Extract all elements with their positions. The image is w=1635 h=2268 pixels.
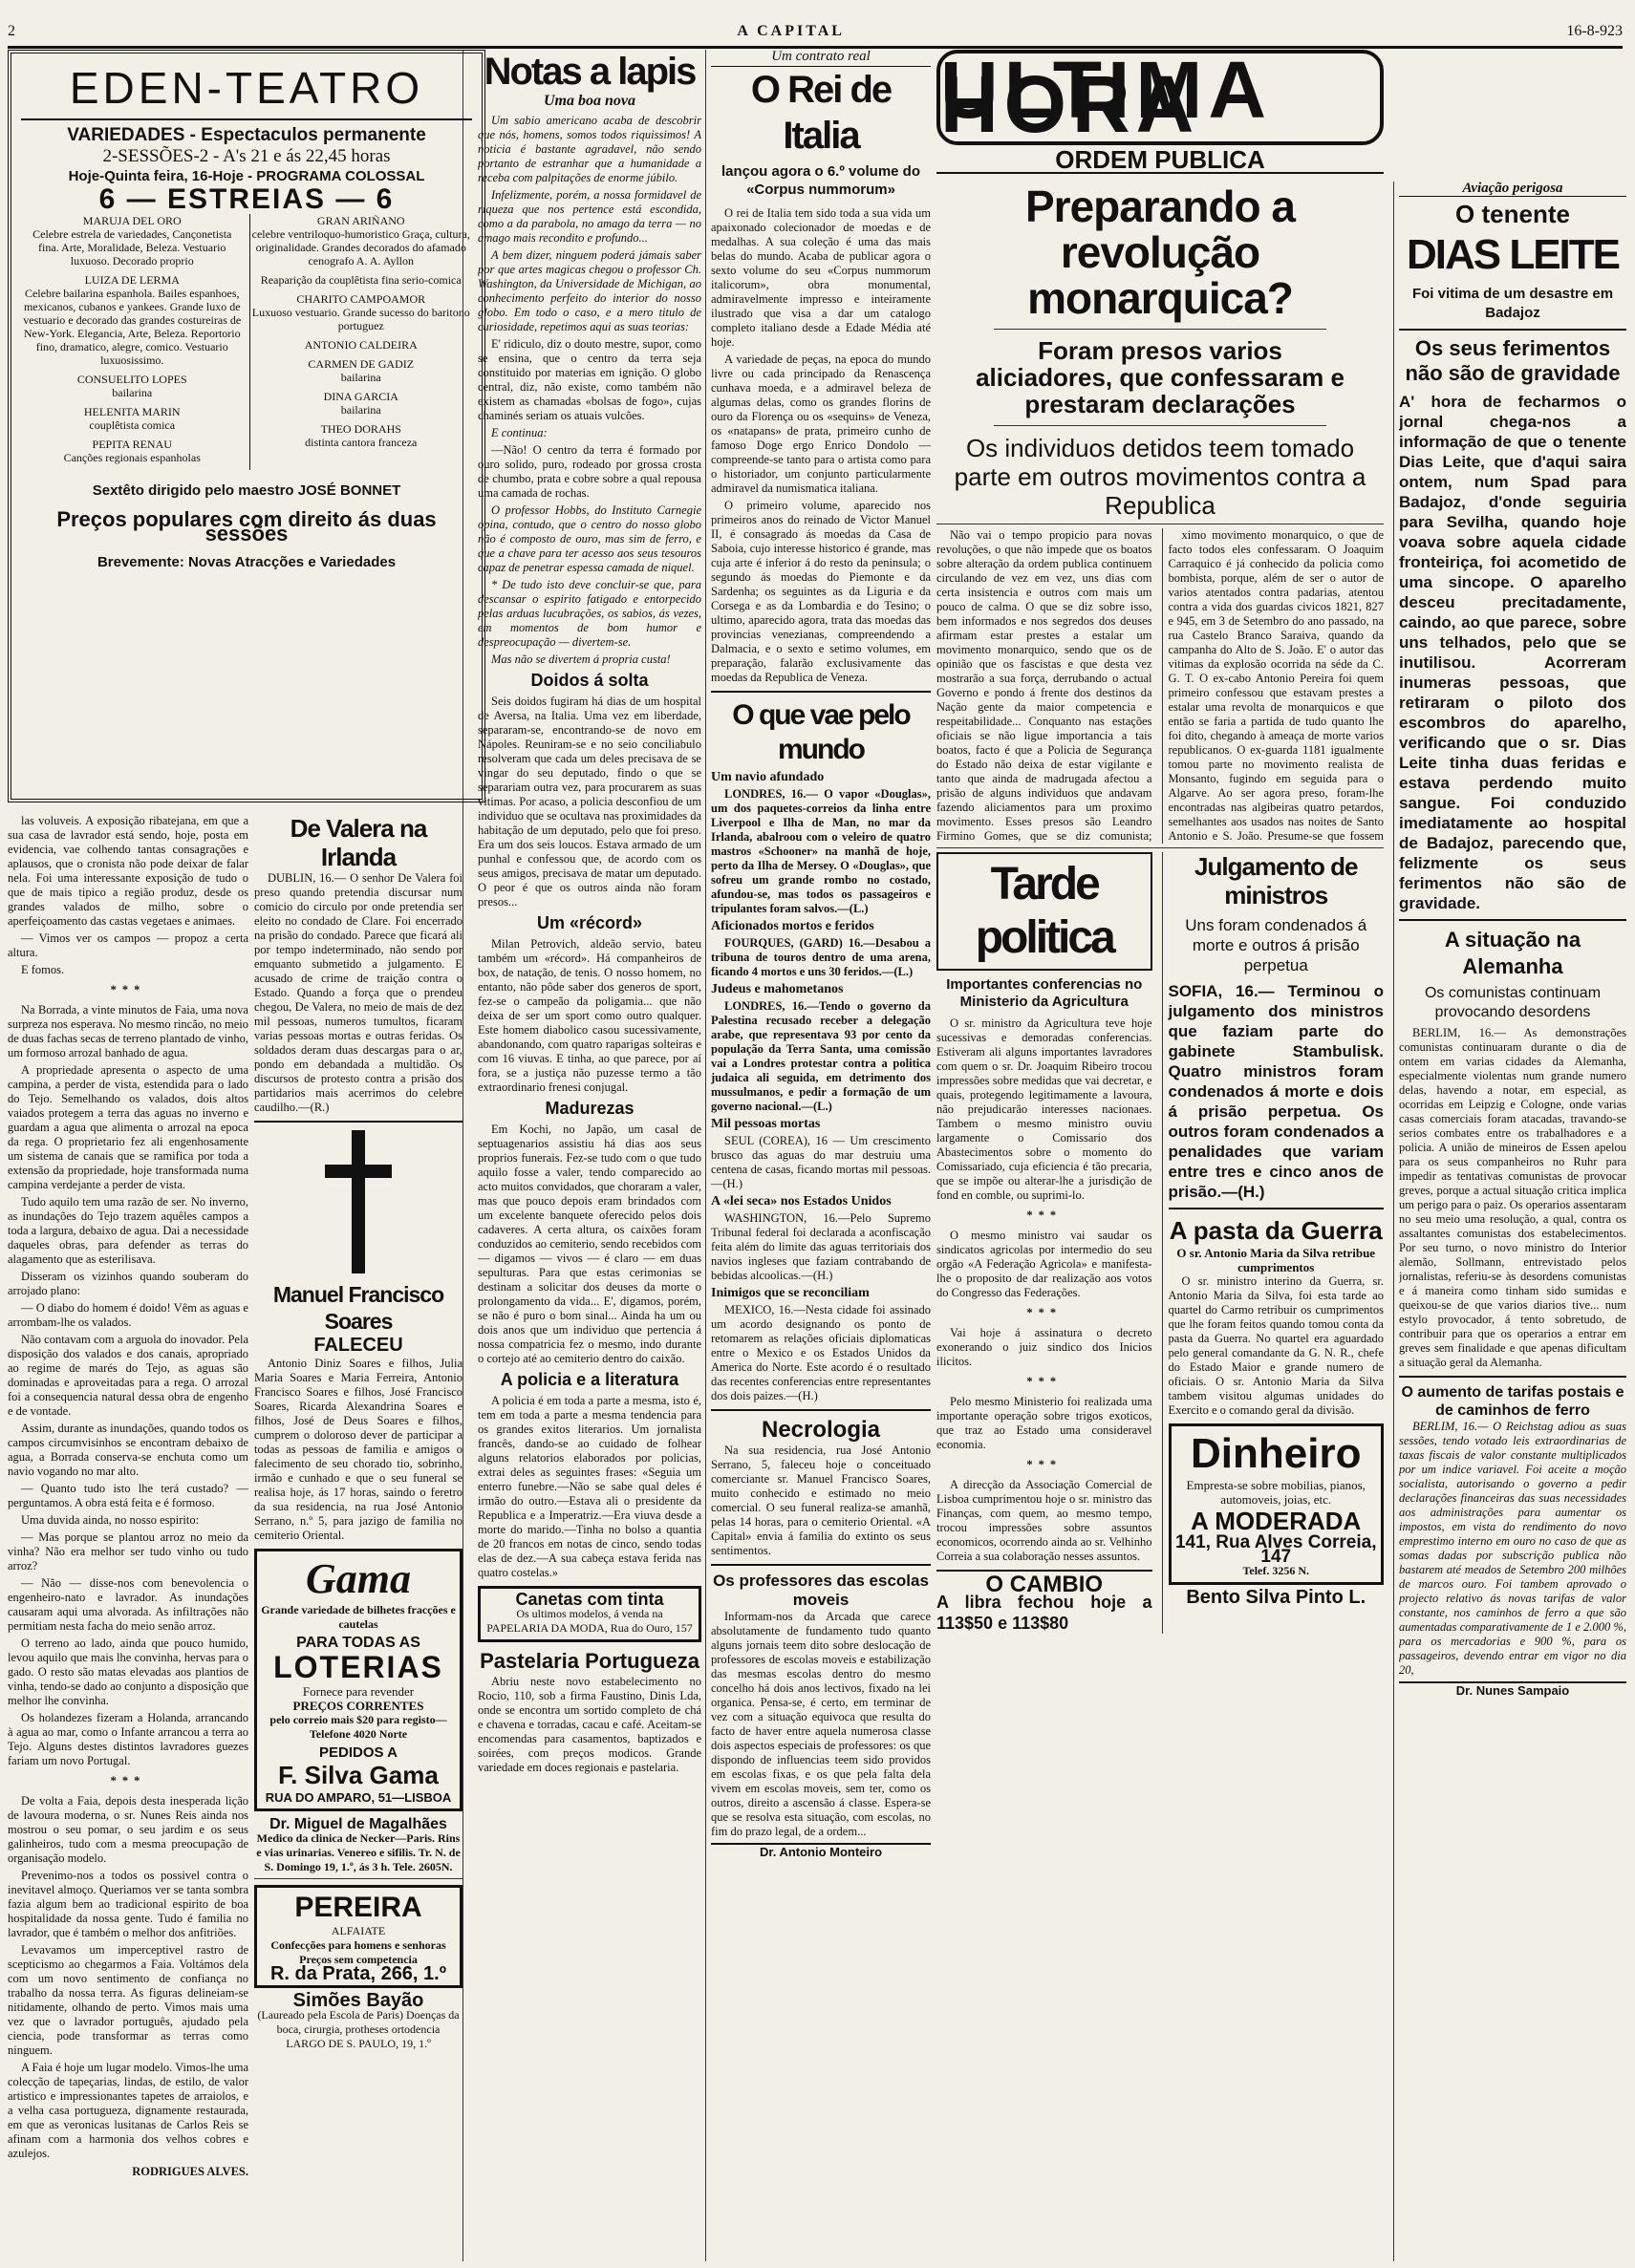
eden-theatre-ad [8, 50, 485, 824]
pereira-tailor-ad [254, 1885, 463, 1988]
paragraph: Infelizmente, porém, a nossa formidavel de riqueza que nos pertence está escondida, como a da parabola, no amago da terra — no amago mais recondito e profundo... [478, 188, 701, 245]
gama-brand: Gama [306, 1555, 411, 1602]
alemanha-subhead: Os comunistas continuam provocando desordens [1424, 985, 1602, 1020]
ordem-publica-label: ORDEM PUBLICA [936, 153, 1384, 174]
tarde-headline: Tarde politica [936, 852, 1152, 971]
paragraph: FOURQUES, (GARD) 16.—Desabou a tribuna de touros dentro de uma arena, ficando 4 mortos e uns 30 feridos.—(L.) [711, 936, 931, 978]
paragraph: Antonio Diniz Soares e filhos, Julia Maria Soares e Maria Ferreira, Antonio Francisco Soares e filhos, José Francisco Soares, Ricarda Alexandrina Soares e filhos, José de Deus Soares e filhos, cumprem o doloroso dever de participar a todas as pessoas de familia e amigos o falecimento de seu chorado tio, sobrinho, irmão e cunhado e que o seu funeral se realisa hoje, ás 17 horas, saindo o feretro da sua residencia, na rua José Antonio Serrano, n.º 5, para jazigo de familia no cemiterio Oriental. [254, 1357, 463, 1542]
separator: *** [110, 983, 146, 996]
paragraph: E fomos. [21, 963, 65, 976]
paragraph: Na Borrada, a vinte minutos de Faia, uma nova surpreza nos esperava. No mesmo rincão, no meio de duas fachas secas de terreno plantado de vinho, um formoso arrozal banhado de agua. [8, 1003, 248, 1059]
article-signature: RODRIGUES ALVES. [132, 2165, 248, 2178]
ad-line: LARGO DE S. PAULO, 19, 1.º [286, 2037, 431, 2050]
ad-line: PARA TODAS AS [296, 1635, 420, 1651]
act-desc: Celebre bailarina espanhola. Bailes espanhoes, mexicanos, cubanos e yankees. Grande luxo de vestuario e decorado das grandes costureiras de New-York. Elegancia, Arte, Beleza. Reportorio fino, dramatico, alegre, comico. Vestuario luxuosissimo. [23, 287, 242, 367]
paragraph: O mesmo ministro vai saudar os sindicatos agricolas por intermedio do seu orgão «A Federação Agricola» e manifesta-lhe o proposito de dar realização aos votos do Congresso das Federações. [936, 1228, 1152, 1299]
brief-title: Aficionados mortos e feridos [711, 919, 874, 933]
dias-leite-headline: DIAS LEITE [1406, 231, 1620, 278]
paragraph: las voluveis. A exposição ribatejana, em que a sua casa de lavrador está sendo, hoje, posta em evidencia, vae colhendo tantas consagrações e aplausos, que o cronista não pode deixar de falar nela. Foi uma interessante exposição de tudo o que de mais tipico a região produz, desde os grandes valados de milho, sobre o aperfeiçoamento das castas vegetaes e animaes. [8, 814, 248, 928]
aviacao-kicker: Aviação perigosa [1399, 182, 1626, 197]
eden-brevemente: Brevemente: Novas Atracções e Variedades [97, 553, 397, 570]
column-6 [1399, 182, 1626, 2261]
ad-line: Preços sem competencia [299, 1953, 418, 1966]
julgamento-subhead: Uns foram condenados á morte e outros á prisão perpetua [1185, 915, 1367, 974]
bento-ad: Bento Silva Pinto L. [1186, 1586, 1366, 1608]
act-desc: Canções regionais espanholas [63, 451, 201, 464]
cambio-headline: O CAMBIO [985, 1571, 1104, 1597]
act-desc: couplêtista comica [89, 418, 176, 432]
brief-title: Um navio afundado [711, 770, 825, 784]
act-name: Reaparição da couplêtista fina serio-comica [260, 273, 462, 287]
paragraph: A direcção da Associação Comercial de Lisboa cumprimentou hoje o sr. ministro das Finanças, com quem, ao mesmo tempo, trocou impressões sobre assuntos economicos, ocorrendo ainda ao sr. Velhinho Correia a sua colaboração nesses assuntos. [936, 1477, 1152, 1563]
paragraph: A Faia é hoje um lugar modelo. Vimos-lhe uma colecção de tapeçarias, lindas, de estilo, de valor artistico e impressionantes tapetes de arraiolos, e a velha casa portugueza, dignamente restaurada, em que as veronicas lusitanas de Carlos Reis se afinam com a harmonia dos velhos cobres e azulejos. [8, 2061, 248, 2160]
farming-article [8, 814, 248, 2261]
paragraph: Os holandezes fizeram a Holanda, arrancando à agua ao mar, como o Infante arrancou a terra ao Tejo. Alguns destes distintos lavradores guezes fariam um novo Portugal. [8, 1711, 248, 1767]
paragraph: O primeiro volume, aparecido nos primeiros anos do reinado de Victor Manuel II, é consagrado ás moedas da Casa de Saboia, cujo interesse historico é grande, mas cuja arte é inferior á do resto da peninsula; o segundo ás moedas do Piemonte e da Sardenha; os seguintes as da Liguria e da Corsega e as da Lombardia e do Tesino; o ultimo, aparecido agora, trata das moedas das provincias venezianas, compreendendo a Dalmacia, e o sexto e setimo volumes, em preparação, falarão exclusivamente das moedas da Republica de Veneza. [711, 499, 931, 684]
paragraph: A propriedade apresenta o aspecto de uma campina, a perder de vista, estendida para o lado do Tejo. Semelhando os valados, dois altos vaiados protegem a terra das aguas no inverno e guardam a agua que alimenta o arrozal na epoca da rega. O proprietario fez ali engenhosamente um sistema de canais que se ramifica por toda a extensão da propriedade, hoje transformada numa campina verdejante a perder de vista. [8, 1063, 248, 1191]
necrologia-headline: Necrologia [761, 1417, 881, 1443]
ad-line: ALFAIATE [331, 1924, 386, 1937]
act-desc: distinta cantora franceza [305, 436, 418, 449]
act-name: ANTONIO CALDEIRA [304, 338, 418, 352]
valera-headline: De Valera na Irlanda [290, 814, 427, 871]
ad-line: Telef. 3256 N. [1242, 1563, 1310, 1577]
paragraph: A policia é em toda a parte a mesma, isto é, tem em toda a parte a mesma tendencia para os grandes exitos literarios. Um jornalista francês, dando-se ao cuidado de folhear alguns relatorios elaborados por policias, extrai deles as seguintes frases: «Seguia um enterro funebre.—Não se sabe qual deles é irmão do outro.—Estava ali o presidente da Republica e a Imperatriz.—Era viuva desde a morte do marido.—Tinha no bolso a quantia de 20 francos em notas de cinco, sendo todas elas de dez.—A sua cabeça estava ferida nas quatro costelas.» [478, 1394, 701, 1579]
tenente-label: O tenente [1455, 200, 1570, 228]
paragraph: Tudo aquilo tem uma razão de ser. No inverno, as inundações do Tejo trazem aquêles campos a toda a largura, debaixo de agua. Dai a necessidade daqueles obras, para defender as terras do alagamento que as esterilisava. [8, 1195, 248, 1266]
paragraph: Disseram os vizinhos quando souberam do arrojado plano: [8, 1270, 248, 1297]
julgamento-column [1162, 852, 1385, 1634]
paragraph: O terreno ao lado, ainda que pouco humido, levou aquilo que mais lhe convinha, hervas para o gado. O resto são matas elevadas aos plantios de vinha, tendo-se dado ao conjunto a disposição que melhor lhe convinha. [8, 1637, 248, 1707]
act-desc: Luxuoso vestuario. Grande sucesso do baritono portuguez [251, 306, 470, 332]
notas-headline: Notas a lapis [484, 51, 696, 93]
tarifas-headline: O aumento de tarifas postais e de caminhos de ferro [1401, 1384, 1624, 1419]
eden-line1: VARIEDADES - Espectaculos permanente [67, 125, 426, 145]
julgamento-headline: Julgamento de ministros [1194, 851, 1358, 909]
ad-line: 141, Rua Alves Correia, 147 [1174, 1531, 1377, 1567]
eden-program-left [21, 214, 244, 470]
dias-leite-lead: A' hora de fecharmos o jornal chega-nos a informação de que o tenente Dias Leite, que d'aqui saira ontem, num Spad para Badajoz, d'onde seguiria para Sevilha, quando hoje voava sobre aquela cidade fronteiriça, foi acometido de uma sincope. O aparelho desceu precitadamente, caindo, ao que parece, sobre uns telhados, pelo que se inutilisou. Acorreram inumeras pessoas, que retiraram o piloto dos escombros do aparelho, verificando que o sr. Dias Leite tinha duas feridas e estava perdendo muito sangue. Foi conduzido imediatamente ao hospital de Badajoz, parecendo que, felizmente os seus ferimentos não são de gravidade. [1399, 393, 1626, 912]
paragraph: Um sabio americano acaba de descobrir que nós, homens, somos todos riquissimos! A noticia é bastante agradavel, não sendo portanto de estranhar que a humanidade a receba com palpitações de enorme júbilo. [478, 114, 701, 184]
issue-date: 16-8-923 [1566, 23, 1623, 39]
cambio-text: A libra fechou hoje a 113$50 e 113$80 [936, 1592, 1152, 1633]
obituary-faleceu: FALECEU [313, 1335, 403, 1356]
madurezas-headline: Madurezas [545, 1099, 635, 1118]
doctor-ad-title: Dr. Miguel de Magalhães [269, 1816, 447, 1832]
record-headline: Um «récord» [536, 913, 643, 932]
act-name: MARUJA DEL ORO [82, 214, 182, 227]
paragraph: Pelo mesmo Ministerio foi realizada uma importante operação sobre trigos exoticos, que traz ao Estado uma consideravel economia. [936, 1394, 1152, 1451]
act-desc: Celebre estrela de variedades, Cançonetista fina. Arte, Moralidade, Beleza. Vestuario luxuoso. Decorado proprio [32, 227, 232, 267]
paragraph: Prevenimo-nos a todos os possivel contra o inevitavel almoço. Queriamos ver se tanta sombra fazia algum bem ao tradicional espirito de boa hospitalidade da nossa gente. Tudo é familia no lavrador, que é também o melhor dos anfitriões. [8, 1869, 248, 1939]
column-4 [711, 50, 931, 2261]
page-header [8, 17, 1623, 49]
ad-title: Canetas com tinta [515, 1590, 664, 1609]
column-rule [1393, 182, 1394, 2261]
paragraph: O sr. ministro interino da Guerra, sr. Antonio Maria da Silva, foi esta tarde ao quartel do Carmo retribuir os cumprimentos que lhe foram feitos quando tomou conta da pasta da Guerra. No quartel era aguardado pelo general comandante da G. N. R., chefe do Estado Maior e grande numero de oficiais. O sr. Antonio Maria da Silva tambem visitou algumas unidades do Exercito e o comando geral da divisão. [1168, 1273, 1384, 1417]
paragraph: DUBLIN, 16.— O senhor De Valera foi preso quando pretendia discursar num comicio do circulo por onde pretendia ser eleito no condado de Clare. Foi encerrado na prisão do condado. Parece que ficará ali por tempo indeterminado, não sendo por emquanto submetido a julgamento. E acusado de crime de traição contra o Estado. Quando a força que o prendeu chegou, De Valera, no meio de mais de dez mil pessoas, numeros tumultos, ficaram varias pessoas mortas e outras feridas. Os soldados deram duas descargas para o ar, pondo em debandada a multidão. Os discursos de protesto contra a prisão dos partidarios mais acerrimos do celebre caudilho.—(R.) [254, 871, 463, 1114]
revolucao-body [936, 528, 1384, 844]
act-desc: bailarina [340, 403, 381, 417]
paragraph: Milan Petrovich, aldeão servio, bateu também um «récord». Há companheiros de box, de natação, de tenis. O nosso homem, no entanto, não pôde saber dos generos de sport, fez-se o campeão da poligamia... que não deixa de ser um sport como outro qualquer. Este homem diabolico casou sucessivamente, abandonando, com quatro raparigas solteiras e com 16 viuvas. E tinha, ao que parece, por aí fora, se a justiça não puzesse termo a tão extraordinario frenesi conjugal. [478, 937, 701, 1094]
paragraph: LONDRES, 16.—Tendo o governo da Palestina recusado receber a delegação arabe, que representava 93 por cento da população da Terra Santa, uma comissão vai a Londres protestar contra a politica judaica ali seguida, em detrimento dos mussulmanos, e pedir a formação de um governo nacional.—(L.) [711, 999, 931, 1113]
paragraph: BERLIM, 16.— As demonstrações comunistas continuaram durante o dia de ontem em varias cidades da Alemanha, especialmente violentas num grande numero delas, havendo a notar, em especial, as ocorridas em Leipzig e Cologne, onde varias casas comerciais foram atacadas, travando-se serios combates entre os trabalhadores e a policia. A união de mineiros de Essen apelou para os seus companheiros no Ruhr para impedir as tentativas comunistas de provocar greves, porque a actual situação critica implica um perigo para o paiz. Os operarios assentaram no seu meio uma resolução, a qual, contra os assaltantes comunistas dos estabelecimentos. Por seu turno, o novo ministro do Interior alemão, Sollmann, entrevistado pelos jornalistas, referiu-se às desordens comunistas e á maneira como tinham sido sumidas e queixou-se de que varios diarios tive... num estylo provocador, á tento sobretudo, de contribuir para que os operarios a entrar em greves sem finalidade e que apenas dificultam a situação geral da Alemanha. [1399, 1026, 1626, 1369]
act-name: DINA GARCIA [323, 390, 398, 403]
paragraph: Em Kochi, no Japão, um casal de septuagenarios assistiu há dias aos seus proprios funerais. Fez-se tudo com o que tudo aquilo fosse a valer, tendo comparecido ao acto muitos convidados, que choraram a valer, mas que pouco depois eram brindados com um excelente banquete oferecido pelos dois cadaveres. A certa altura, os caixões foram conduzidos ao cemiterio, sendo recebidos com — digamos — vivos — é claro — em duas sepulturas. Para que estas cerimonias se destinam a solicitar dos deuses da morte o prolongamento da vida... E', digamos, porém, se não é puro o bom sinal... Ainda ha um ou dois anos que um individuo que pertencia á nossa compatricia fez o mesmo, indo durante o cortejo até ao cemiterio dentro do caixão. [478, 1123, 701, 1365]
paragraph: Informam-nos da Arcada que carece absolutamente de fundamento tudo quanto alguns jornais teem dito sobre deslocação de professores de escolas moveis e estabilização das mesmas escolas dentro do mesmo concelho há dois anos lectivos, fixado na lei organica. Pensa-se, é certo, em terminar de vez com a situação equivoca que resulta do facto de haver entre aquela numerosa classe dois aspectos especiais de professores: os que dispondo de influencias teem sido providos em escolas fixas, e os que pela falta dela vivem em escolas moveis, sem ter, como os outros, direito a ascensão á classe. Espera-se que se resolva esta situação, com escolas, no fim do prazo legal, de a ordem... [711, 1610, 931, 1838]
paragraph: Abriu neste novo estabelecimento no Rocio, 110, sob a firma Faustino, Dinis Lda, onde se encontra um sortido completo de chá e chavena e torradas, cacau e café. Aceitam-se encomendas para casamentos, baptizados e soirées, com preços modicos. Grande variedade em doces regionais e pastelaria. [478, 1675, 701, 1774]
column-rule [705, 50, 706, 2261]
separator: *** [110, 1774, 146, 1787]
ad-title: Dinheiro [1191, 1429, 1362, 1477]
ferimentos-headline: Os seus ferimentos não são de gravidade [1405, 336, 1621, 385]
ultima-hora-section [936, 50, 1384, 2261]
act-name: HELENITA MARIN [83, 405, 181, 418]
ad-line: Empresta-se sobre mobilias, pianos, automoveis, joias, etc. [1186, 1477, 1366, 1507]
gama-lottery-ad [254, 1549, 463, 1811]
paragraph: SEUL (COREA), 16 — Um crescimento brusco das aguas do mar destruiu uma centena de casas, ficando mortas mil pessoas.—(H.) [711, 1134, 931, 1190]
ad-line: A MODERADA [1191, 1506, 1362, 1535]
paragraph: ximo movimento monarquico, o que de facto todos eles confessaram. O Joaquim Carraquico é já conhecido da policia como bombista, porque, além de ser o autor de varios atentados contra padarias, atentou contra a vida dos guardas civicos 1821, 827 e 945, em 3 de Setembro do ano passado, na rua Castelo Branco Saraiva, quando da campanha do Alto de S. João. E' o autor das vitimas da explosão ocorrida na séde da C. G. T. O ex-cabo Antonio Pereira foi quem primeiro confessou que estavam prestes a estalar uma revolta de monarquicos e que então se faria a partida de tudo quanto lhe foi dito, chegando à ameaça de morte varios republicanos. O ex-guarda 1181 igualmente tomou parte no movimento realista de Monsanto, fugindo em seguida para o Algarve. Ao ser agora preso, foram-lhe encontradas nas algibeiras quatro petardos, semelhantes aos usados nas noites de Santo Antonio e S. João. Presume-se que fossem [1168, 527, 1384, 843]
ad-line: F. Silva Gama [278, 1761, 439, 1789]
brief-title: Mil pessoas mortas [711, 1117, 821, 1131]
simoes-ad-title: Simões Bayão [292, 1990, 424, 2011]
ad-line: Grande variedade de bilhetes fracções e cautelas [261, 1603, 456, 1631]
act-name: CONSUELITO LOPES [76, 373, 187, 386]
page-number: 2 [8, 23, 15, 39]
doctor-ad: Dr. Nunes Sampaio [1399, 1681, 1626, 1698]
canetas-ad [478, 1586, 701, 1642]
act-desc: celebre ventriloquo-humoristico Graça, cultura, originalidade. Grandes decorados do afamado cenografo A. A. Ayllon [251, 227, 470, 267]
rei-kicker: Um contrato real [711, 50, 931, 67]
ad-line: Fornece para revender [302, 1684, 415, 1699]
brief-title: Inimigos que se reconciliam [711, 1286, 870, 1300]
paragraph: E continua: [491, 426, 548, 439]
professores-headline: Os professores das escolas moveis [713, 1572, 929, 1609]
doctor-ad: Dr. Antonio Monteiro [711, 1843, 931, 1859]
paragraph: — O diabo do homem é doido! Vêm as aguas e arrombam-lhe os valados. [8, 1301, 248, 1329]
guerra-subhead: O sr. Antonio Maria da Silva retribue cumprimentos [1176, 1245, 1376, 1274]
brief-title: A «lei seca» nos Estados Unidos [711, 1194, 892, 1209]
paragraph: Mas não se divertem á propria custa! [491, 653, 671, 666]
paragraph: O professor Hobbs, do Instituto Carnegie opina, contudo, que o centro do nosso globo não é composto de ouro, mas sim de ferro, e que a chave para ter acesso aos seus tesouros capaz de penetrar espessa camada de niquel. [478, 503, 701, 574]
paragraph: O rei de Italia tem sido toda a sua vida um apaixonado colecionador de moedas e de medalhas. A sua coleção é uma das mais belas do mundo. Acaba de publicar agora o sexto volume do seu «Corpus nummorum italicorum», obra monumental, admiravelmente impresso e inteiramente ilustrado que visa a dar um catalogo completo italiano desde a Edade Média até hoje. [711, 206, 931, 349]
doidos-headline: Doidos á solta [530, 671, 649, 690]
act-name: LUIZA DE LERMA [84, 273, 180, 287]
paragraph: Na sua residencia, rua José Antonio Serrano, 5, faleceu hoje o conceituado comerciante sr. Manuel Francisco Soares, muito conhecido e estimado no meio comercial. O seu funeral realiza-se amanhã, pelas 14 horas, para o cemiterio Oriental. «A Capital» envia á familia do extinto os seus sentimentos. [711, 1444, 931, 1557]
ad-line: PEDIDOS A [319, 1744, 398, 1761]
julgamento-text: SOFIA, 16.— Terminou o julgamento dos ministros que faziam parte do gabinete Stambulisk. Quatro ministros foram condenados á morte e dois á prisão perpetua. Os outros foram condenados a penalidades que variam entre tres e cinco anos de prisão.—(H.) [1168, 981, 1384, 1201]
paragraph: — Não — disse-nos com benevolencia o engenheiro-nato e lavrador. As inundações causaram aqui uma alvorada. As infiltrações não permitiam nesta facha do meio senão arroz. [8, 1576, 248, 1633]
ad-title: PEREIRA [294, 1892, 422, 1923]
ad-line: PREÇOS CORRENTES [292, 1699, 424, 1713]
doctor-ad-text: Medico da clinica de Necker—Paris. Rins e vias urinarias. Venereo e sifilis. Tr. N. de S. Domingo 19, 1.º, ás 3 h. Tele. 2605N. [256, 1831, 461, 1873]
act-name: THEO DORAHS [320, 422, 401, 436]
eden-line3: Hoje-Quinta feira, 16-Hoje - PROGRAMA COLOSSAL [68, 168, 425, 184]
tarde-subhead: Importantes conferencias no Ministerio da Agricultura [946, 975, 1143, 1010]
dinheiro-ad [1169, 1423, 1385, 1585]
act-name: GRAN ARIÑANO [316, 214, 405, 227]
paragraph: — Mas porque se plantou arroz no meio da vinha? Não era melhor ser tudo vinho ou tudo arroz? [8, 1530, 248, 1573]
ad-line: Os ultimos modelos, á venda na PAPELARIA DA MODA, Rua do Ouro, 157 [486, 1607, 693, 1635]
guerra-headline: A pasta da Guerra [1169, 1215, 1383, 1245]
masthead-name: A CAPITAL [737, 23, 845, 39]
rei-headline: O Rei de Italia [750, 69, 892, 157]
paragraph: Vai hoje á assinatura o decreto exonerando o juiz sindico dos Inicios ilicitos. [936, 1325, 1152, 1368]
act-name: CHARITO CAMPOAMOR [296, 292, 426, 306]
mourning-cross-icon [325, 1130, 392, 1273]
paragraph: WASHINGTON, 16.—Pelo Supremo Tribunal federal foi declarada a aconfiscação feita além do limite das aguas territoriais dos navios ingleses que faziam contrabando de bebidas alcoolicas.—(H.) [711, 1211, 931, 1282]
eden-program [21, 214, 472, 470]
revolucao-subhead: Foram presos varios aliciadores, que confessaram e prestaram declarações [976, 335, 1345, 418]
ultima-hora-banner: ULTIMA HORA [936, 50, 1384, 145]
ad-line: Confecções para homens e senhoras [270, 1938, 446, 1952]
column-2 [254, 814, 463, 2261]
eden-program-right [249, 214, 473, 470]
paragraph: E' ridiculo, diz o douto mestre, supor, como se ensina, que o centro da terra seja constituido por materias em ignição. O globo central, diz, não existe, como também não existem as chamadas «bolsas de fogo», cujas chaminés seriam os atuais vulcões. [478, 337, 701, 422]
eden-line2: 2-SESSÕES-2 - A's 21 e ás 22,45 horas [102, 145, 391, 166]
paragraph: O sr. ministro da Agricultura teve hoje sucessivas e demoradas conferencias. Estiveram ali alguns importantes lavradores com quem o sr. Dr. Joaquim Ribeiro trocou impressões sobre medidas que vai decretar, e quais, protegendo legitimamente a lavoura, não prejudicarão interesses nacionaes. Tambem o mesmo ministro ouviu largamente o Comissario dos Abastecimentos sobre o momento do Comissariado, cuja eficiencia é tão precaria, que se impõe ou alterar-lhe a jurisdição de fond en comble, ou suprimi-lo. [936, 1016, 1152, 1202]
paragraph: A bem dizer, ninguem poderá jámais saber por que artes magicas chegou o professor Ch. Washington, da Universidade de Michigan, ao conhecimento perfeito do interior do nosso globo. Em todo o caso, e a mero titulo de curiosidade, repetimos aqui as suas teorias: [478, 248, 701, 333]
pastelaria-headline: Pastelaria Portugueza [480, 1649, 699, 1673]
paragraph: De volta a Faia, depois desta inesperada lição de lavoura moderna, o sr. Nunes Reis ainda nos mostrou o seu pomar, o seu jardim e os seus galinheiros, tudo com a mesma preocupação de organisação modelo. [8, 1794, 248, 1865]
paragraph: LONDRES, 16.— O vapor «Douglas», um dos paquetes-correios da linha entre Liverpool e Ilha de Man, no mar da Irlanda, abalroou com o veleiro de quatro mastros «Schooner» na manhã de hoje, perto da Ilha de Mersey. O «Douglas», que sofreu um grande rombo no costado, afundou-se, mas todos os passageiros e tripulantes foram salvos.—(L.) [711, 787, 931, 915]
column-3 [478, 50, 701, 2261]
ad-line: LOTERIAS [273, 1650, 443, 1684]
paragraph: BERLIM, 16.— O Reichstag adiou as suas sessões, tendo votado leis extraordinarias de taxas fiscais de valor constante multiplicados por um indice variavel. Foi aceite a moção socialista, autorisando o governo a pedir declarações financeiras das suas necessidades aos administrações para aumentar os impostos, em vista do rendimento do novo emprestimo interno em ouro no caso de que as somas dadas por subscrição publica não bastarem até meados de Setembro 200 milhões de marcos ouro. Foi tambem aprovado o projecto relativo ás novas tarifas de valor constante, nos caminhos de ferro a que são aumentadas comparativamente de 1 e 2.000 %, para os mercadorias e 900 %, para os passageiros, devendo entrar em vigor no dia 20, [1399, 1420, 1626, 1677]
paragraph: * De tudo isto deve concluir-se que, para descansar o espirito fatigado e entorpecido pelas arduas lucubrações, os sabios, ás vezes, em momentos de bom humor e despreocupação — divertem-se. [478, 578, 701, 649]
paragraph: Assim, durante as inundações, quando todos os campos circumvisinhos se encontram debaixo de agua, a Borrada conserva-se enchuta como um navio vogando no mar alto. [8, 1422, 248, 1478]
act-name: PEPITA RENAU [92, 438, 172, 451]
paragraph: A variedade de peças, na epoca do mundo livre ou cada principado da Renascença cunhava moeda, e a admiravel beleza de algumas delas, como os grandes florins de ouro da Florença ou os «sequins» de Veneza, os «natapans» de prata, primeiro cunho de famoso Doge ergo Enrico Dondolo — compreende-se tanto para o artista como para o historiador, um conjunto particularmente admiravel da numismatica italiana. [711, 353, 931, 495]
act-desc: bailarina [112, 386, 153, 399]
eden-sexteto: Sextêto dirigido pelo maestro JOSÉ BONNET [92, 482, 401, 499]
paragraph: — Vimos ver os campos — propoz a certa altura. [8, 931, 248, 959]
paragraph: Uma duvida ainda, no nosso espirito: [21, 1513, 200, 1527]
eden-precos: Preços populares com direito ás duas sessões [56, 506, 437, 546]
paragraph: Seis doidos fugiram há dias de um hospital de Aversa, na Italia. Uma vez em liberdade, separaram-se, encontrando-se de novo em Nápoles. Reuniram-se e no seio conciliabulo resolveram que cada um deles precisava de se vingar do seu deputado, findo o que se separariam outra vez, para procurarem as suas vitimas. Por acaso, a policia desconfiou de um individuo que se ocultava nas proximidades da habitação de um deputado, pelo que foi preso. Era um dos seis loucos. Estava armado de um punhal e confessou que, de acordo com os seus amigos, precisava de matar um deputado. O peor é que os outros ainda não foram presos... [478, 695, 701, 909]
ad-line: (Laureado pela Escola de Paris) Doenças da boca, cirurgia, protheses ortodencia [257, 2008, 460, 2036]
mundo-headline: O que vae pelo mundo [732, 699, 910, 765]
ad-line: pelo correio mais $20 para registo—Telefone 4020 Norte [269, 1713, 447, 1741]
act-name: CARMEN DE GADIZ [308, 357, 415, 371]
dias-leite-subhead: Foi vitima de um desastre em Badajoz [1411, 286, 1614, 321]
ad-line: RUA DO AMPARO, 51—LISBOA [265, 1790, 452, 1805]
paragraph: MEXICO, 16.—Nesta cidade foi assinado um acordo designando os ponto de retomarem as relações oficiais diplomaticas entre o Mexico e os Estados Unidos da America do Norte. Este acordo é o resultado das recentes conferencias entre representantes dos dois paizes.—(H.) [711, 1303, 931, 1402]
alemanha-headline: A situação na Alemanha [1444, 928, 1581, 978]
tarde-politica-column: Tarde politica Importantes conferencias no Ministerio da Agricultura O sr. ministro da Agricultura teve hoje sucessivas e demoradas conferencias. Estiveram ali alguns importantes lavradores com quem o sr. Dr. Joaquim Ribeiro trocou impressões sobre medidas que vai decretar, e quais, protegendo legitimamente a lavoura, não prejudicarão interesses nacionaes. Tambem o mesmo ministro ouviu largamente o Comissario dos Abastecimentos sobre o momento do Comissariado, cuja eficiencia é tão precaria, que se impõe ou alterar-lhe a jurisdição de fond en comble, ou suprimi-lo. *** O mesmo ministro vai saudar os sindicatos agricolas por intermedio do seu orgão «A Federação Agricola» e manifesta-lhe o proposito de dar realização aos votos do Congresso das Federações. *** Vai hoje á assinatura o decreto exonerando o juiz sindico dos Inicios ilicitos. *** Pelo mesmo Ministerio foi realizada uma importante operação sobre trigos exoticos, que traz ao Estado uma consideravel economia. *** A direcção da Associação Comercial de Lisboa cumprimentou hoje o sr. ministro das Finanças, com quem, ao mesmo tempo, trocou impressões sobre assuntos economicos, ocorrendo ainda ao sr. Velhinho Correia a sua colaboração nesses assuntos. O CAMBIO A libra fechou hoje a 113$50 e 113$80 [936, 852, 1152, 1634]
brief-title: Judeus e mahometanos [711, 982, 844, 996]
paragraph: —Não! O centro da terra é formado por ouro solido, puro, rodeado por grossa crosta de chumbo, prata e cobre sobre a qual repousa uma camada de rochas. [478, 443, 701, 500]
act-desc: bailarina [340, 371, 381, 384]
policia-headline: A policia e a literatura [500, 1370, 679, 1389]
revolucao-headline: Preparando a revolução monarquica? [1025, 181, 1295, 323]
ultima-hora-lower [936, 852, 1384, 1634]
eden-estreias: 6 — ESTREIAS — 6 [98, 182, 395, 215]
obituary-name: Manuel Francisco Soares [272, 1282, 444, 1334]
paragraph: Não contavam com a arguola do inovador. Pela disposição dos valados e dos canais, apropriado ao regime de marés do Tejo, as aguas são dominadas e aproveitadas para a rega. O arrozal foi a consequencia natural dessa obra de engenho e de vontade. [8, 1333, 248, 1418]
notas-subtitle: Uma boa nova [544, 93, 635, 109]
rei-subhead: lançou agora o 6.º volume do «Corpus nummorum» [721, 163, 920, 198]
eden-title: EDEN-TEATRO [21, 61, 472, 120]
paragraph: Não vai o tempo propicio para novas revoluções, o que não impede que os boatos sobre alteração da ordem publica continuem circulando de vez em vez, uns dias com certa insistencia e outros com mais um pouco de calma. O que se diz sobre isso, bem informados e nos segredos dos deuses afirmam estar prestes a estalar um movimento monarquico, sendo que os de opinião que os fascistas e que desta vez mostrarão a sua força, derrubando o actual Governo e pondo á frente dos destinos da Nação gente da maior competencia e respeitabilidade... Conquanto nas estações oficiais se não ligue importancia a tais boatos, facto é que a Policia de Segurança do Estado não deixa de estar vigilante e tanto que ainda de madrugada afectou a prisão de alguns individuos que andavam fazendo aliciamentos para um proximo movimento. Esses presos são Leandro Firmino Gomes, que se diz comunista; [936, 527, 1152, 843]
revolucao-subhead-2: Os individuos detidos teem tomado parte em outros movimentos contra a Republica [954, 433, 1366, 520]
paragraph: Levavamos um imperceptivel rastro de scepticismo ao chegarmos a Faia. Voltámos dela com um novo sentimento de confiança no trabalho da nossa terra. As figuras delineiam-se nitidamente, olhando de perto. Vimos mais uma vez que o lavrador português, ajudado pela ciencia, pode transformar as terras como ninguem. [8, 1943, 248, 2057]
ad-line: R. da Prata, 266, 1.º [269, 1963, 447, 1984]
paragraph: — Quanto tudo isto lhe terá custado? — perguntamos. A obra está feita e é formoso. [8, 1482, 248, 1509]
